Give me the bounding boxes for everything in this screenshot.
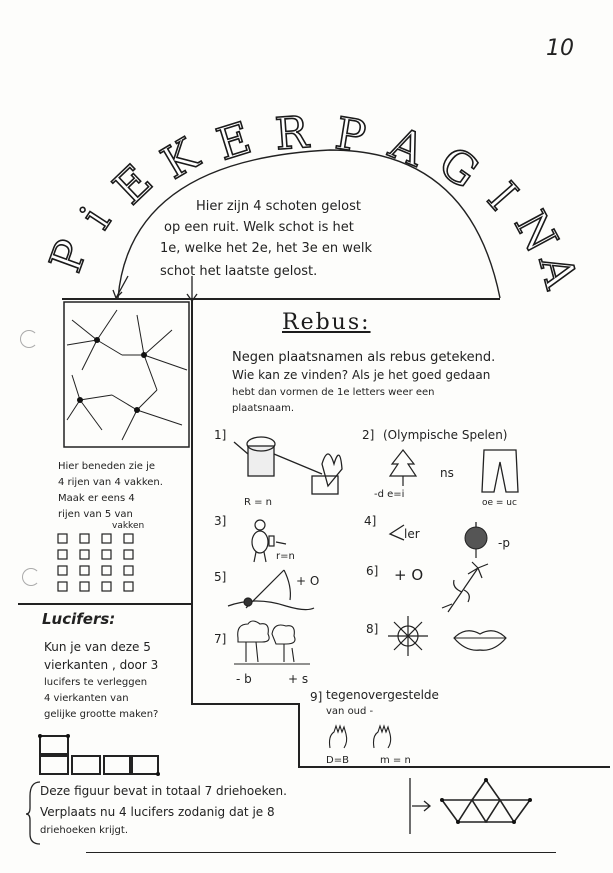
grid-box xyxy=(80,582,89,591)
grid-box xyxy=(102,582,111,591)
puzzle9-top-line xyxy=(191,703,299,705)
lucifers-squares-figure xyxy=(36,732,166,780)
grid-box xyxy=(80,566,89,575)
rebus-2-number: 2] xyxy=(362,428,375,442)
grid-box xyxy=(124,534,133,543)
shots-line-3: 1e, welke het 2e, het 3e en welk xyxy=(160,241,372,256)
grid-box xyxy=(80,534,89,543)
rebus-9-line-2: van oud - xyxy=(326,706,374,717)
grid-box xyxy=(124,582,133,591)
title-letter: E xyxy=(211,112,257,171)
grid-box xyxy=(58,550,67,559)
rebus-1-number: 1] xyxy=(214,428,227,442)
rebus-8-number: 8] xyxy=(366,622,379,636)
watering-can-drawing xyxy=(230,424,350,504)
triangles-question xyxy=(40,784,410,837)
rebus-3-number: 3] xyxy=(214,514,227,528)
grid-box xyxy=(80,550,89,559)
rebus-9-caption-2: m = n xyxy=(380,755,411,766)
rebus-6-caption: + O xyxy=(394,566,424,584)
cracked-window-puzzle xyxy=(62,300,192,450)
binder-hole-top xyxy=(20,330,38,348)
lucifers-line-1: Kun je van deze 5 xyxy=(44,640,151,654)
lucifers-line-4: 4 vierkanten van xyxy=(44,693,129,704)
rebus-6-suffix: -p xyxy=(498,536,510,550)
page-number: 10 xyxy=(546,36,574,61)
rebus-2-note: (Olympische Spelen) xyxy=(383,428,508,442)
grid-box xyxy=(124,566,133,575)
rebus-5-caption: + O xyxy=(296,574,320,588)
puzzle9-left-line xyxy=(298,703,300,767)
rebus-1-caption: R = n xyxy=(244,497,273,508)
lucifers-line-2: vierkanten , door 3 xyxy=(44,658,159,672)
shots-line-2: op een ruit. Welk schot is het xyxy=(164,220,354,235)
squares-line-4: rijen van 5 van xyxy=(58,509,133,520)
squares-line-5: vakken xyxy=(112,521,145,531)
rebus-9-number: 9] xyxy=(310,690,323,704)
rebus-2-suffix: ns xyxy=(440,466,454,480)
title-letter: G xyxy=(429,136,488,199)
title-letter: N xyxy=(504,202,568,261)
grid-box xyxy=(102,550,111,559)
title-letter: A xyxy=(382,117,432,177)
triangles-line-1: Deze figuur bevat in totaal 7 driehoeken. xyxy=(40,784,287,798)
lips-drawing xyxy=(452,624,508,654)
title-letter: P xyxy=(331,108,370,164)
rebus-5-number: 5] xyxy=(214,570,227,584)
compass-drawing xyxy=(386,614,430,658)
trees-drawing xyxy=(232,618,312,668)
squares-puzzle-text xyxy=(58,460,193,532)
shots-line-4: schot het laatste gelost. xyxy=(160,264,318,279)
shots-line-1: Hier zijn 4 schoten gelost xyxy=(196,199,361,214)
rebus-9-caption-1: D=B xyxy=(326,755,349,766)
lucifers-question xyxy=(44,640,194,721)
squares-line-3: Maak er eens 4 xyxy=(58,493,135,504)
rebus-intro-line-1: Negen plaatsnamen als rebus getekend. xyxy=(232,350,496,365)
grid-box xyxy=(58,566,67,575)
rebus-6-number: 6] xyxy=(366,564,379,578)
title-letter: E xyxy=(104,155,163,215)
flower-drawing xyxy=(438,558,498,616)
rebus-7-caption-2: + s xyxy=(288,672,309,686)
title-letter: i xyxy=(70,198,121,238)
grid-box xyxy=(102,534,111,543)
triangles-line-2: Verplaats nu 4 lucifers zodanig dat je 8 xyxy=(40,805,275,819)
rebus-2-caption-2: oe = uc xyxy=(482,498,517,508)
lucifers-line-3: lucifers te verleggen xyxy=(44,677,148,688)
rebus-7-caption-1: - b xyxy=(236,672,252,686)
rebus-intro-line-3: hebt dan vormen de 1e letters weer een xyxy=(232,387,435,398)
trousers-drawing xyxy=(480,448,520,496)
triangles-line-3: driehoeken krijgt. xyxy=(40,825,129,836)
grid-box xyxy=(58,582,67,591)
grid-box xyxy=(58,534,67,543)
title-letter: K xyxy=(153,128,208,190)
title-letter: R xyxy=(273,107,311,161)
rebus-intro-line-2: Wie kan ze vinden? Als je het goed gedaan xyxy=(232,368,491,382)
rebus-9-line-1: tegenovergestelde xyxy=(326,688,439,702)
title-letter: P xyxy=(40,233,99,279)
rebus-intro xyxy=(232,350,602,415)
title-letter: A xyxy=(528,249,587,294)
grid-box xyxy=(124,550,133,559)
lucifers-line-5: gelijke grootte maken? xyxy=(44,709,159,720)
rebus-4-number: 4] xyxy=(364,514,377,528)
squares-line-1: Hier beneden zie je xyxy=(58,461,156,472)
rebus-intro-line-4: plaatsnaam. xyxy=(232,403,295,414)
shots-question xyxy=(160,198,460,280)
rebus-7-number: 7] xyxy=(214,632,227,646)
tree-drawing xyxy=(388,448,418,490)
squares-grid xyxy=(54,530,144,600)
triangles-divider xyxy=(404,776,434,836)
bottom-line xyxy=(86,852,556,853)
bracket-l-drawing xyxy=(386,522,406,542)
rebus-2-caption-1: -d e=i xyxy=(374,489,405,500)
lucifers-top-line xyxy=(18,603,192,605)
rebus-title: Rebus: xyxy=(282,310,371,335)
rebus-4-text: ler xyxy=(404,527,420,541)
rebus-9-text xyxy=(326,688,439,718)
squares-line-2: 4 rijen van 4 vakken. xyxy=(58,477,163,488)
rebus-3-caption: r=n xyxy=(276,551,295,562)
grid-box xyxy=(102,566,111,575)
triangles-figure xyxy=(436,778,536,828)
binder-hole-bottom xyxy=(22,568,40,586)
fruit-drawing xyxy=(458,520,498,560)
lucifers-title: Lucifers: xyxy=(42,610,116,628)
hands-drawing xyxy=(326,724,406,750)
title-letter: I xyxy=(477,173,528,220)
